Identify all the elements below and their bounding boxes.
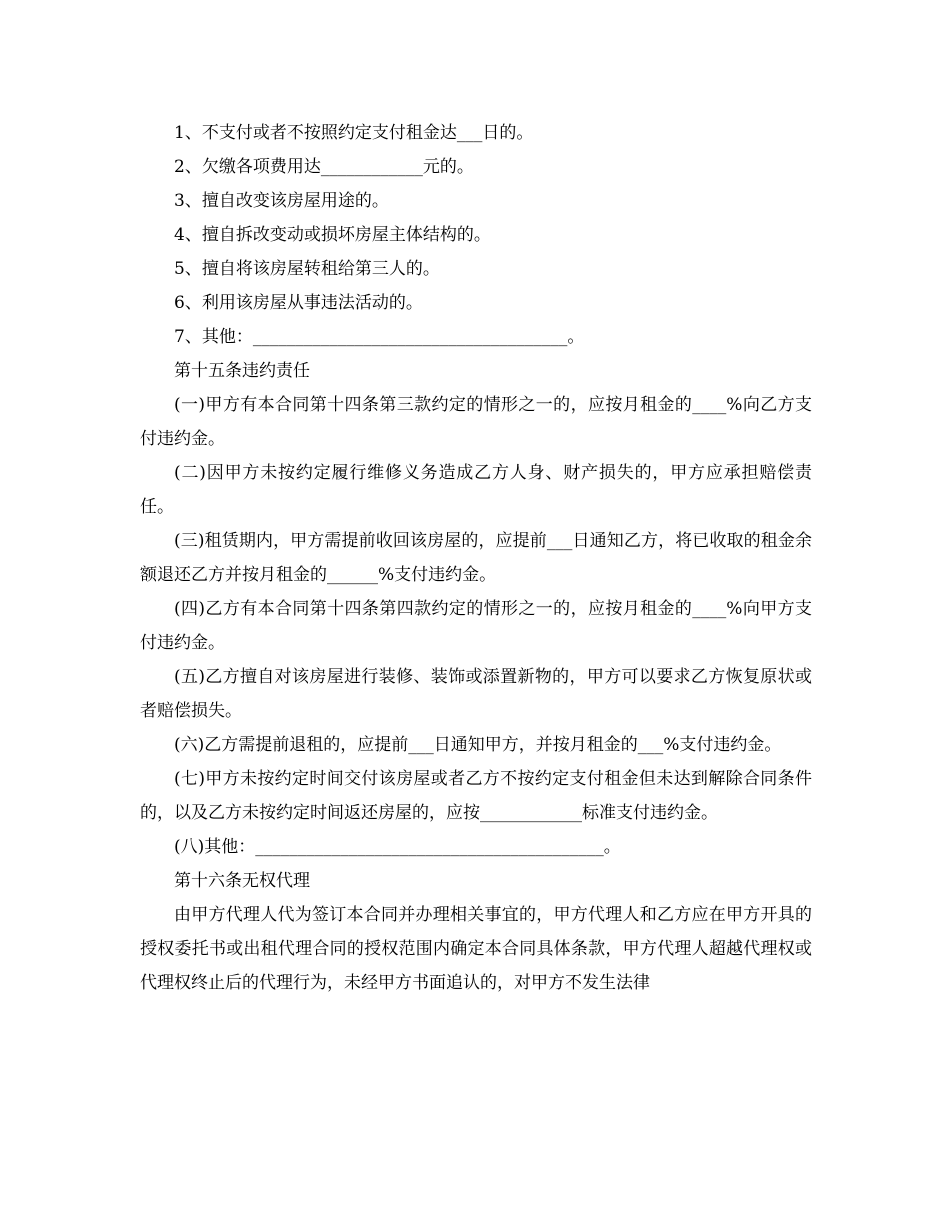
article-15-item-8: (八)其他：_________________________________________。: [174, 837, 621, 857]
clause-item-3: 3、擅自改变该房屋用途的。: [174, 191, 389, 211]
article-15-item-3: (三)租赁期内，甲方需提前收回该房屋的，应提前___日通知乙方，将已收取的租金余额退还乙方并按月租金的______%支付违约金。: [140, 531, 812, 585]
clause-item-2: 2、欠缴各项费用达____________元的。: [174, 157, 474, 177]
article-15-item-2: (二)因甲方未按约定履行维修义务造成乙方人身、财产损失的，甲方应承担赔偿责任。: [140, 463, 812, 517]
clause-item-6: 6、利用该房屋从事违法活动的。: [174, 293, 423, 313]
article-15-heading: 第十五条违约责任: [174, 361, 310, 381]
clause-item-1: 1、不支付或者不按照约定支付租金达___日的。: [174, 123, 534, 143]
article-15-item-5: (五)乙方擅自对该房屋进行装修、装饰或添置新物的，甲方可以要求乙方恢复原状或者赔偿损失。: [140, 667, 812, 721]
clause-item-5: 5、擅自将该房屋转租给第三人的。: [174, 259, 440, 279]
clause-item-7: 7、其他：_____________________________________。: [174, 327, 585, 347]
article-15-item-7: (七)甲方未按约定时间交付该房屋或者乙方不按约定支付租金但未达到解除合同条件的，以及乙方未按约定时间返还房屋的，应按____________标准支付违约金。: [140, 769, 812, 823]
article-15-item-4: (四)乙方有本合同第十四条第四款约定的情形之一的，应按月租金的____%向甲方支付违约金。: [140, 599, 812, 653]
article-16-body: 由甲方代理人代为签订本合同并办理相关事宜的，甲方代理人和乙方应在甲方开具的授权委托书或出租代理合同的授权范围内确定本合同具体条款，甲方代理人超越代理权或代理权终止后的代理行为，未经甲方书面追认的，对甲方不发生法律: [140, 905, 812, 993]
document-body: [140, 116, 812, 1000]
article-16-heading: 第十六条无权代理: [174, 871, 310, 891]
article-15-item-1: (一)甲方有本合同第十四条第三款约定的情形之一的，应按月租金的____%向乙方支付违约金。: [140, 395, 812, 449]
clause-item-4: 4、擅自拆改变动或损坏房屋主体结构的。: [174, 225, 491, 245]
article-15-item-6: (六)乙方需提前退租的，应提前___日通知甲方，并按月租金的___%支付违约金。: [174, 735, 782, 755]
